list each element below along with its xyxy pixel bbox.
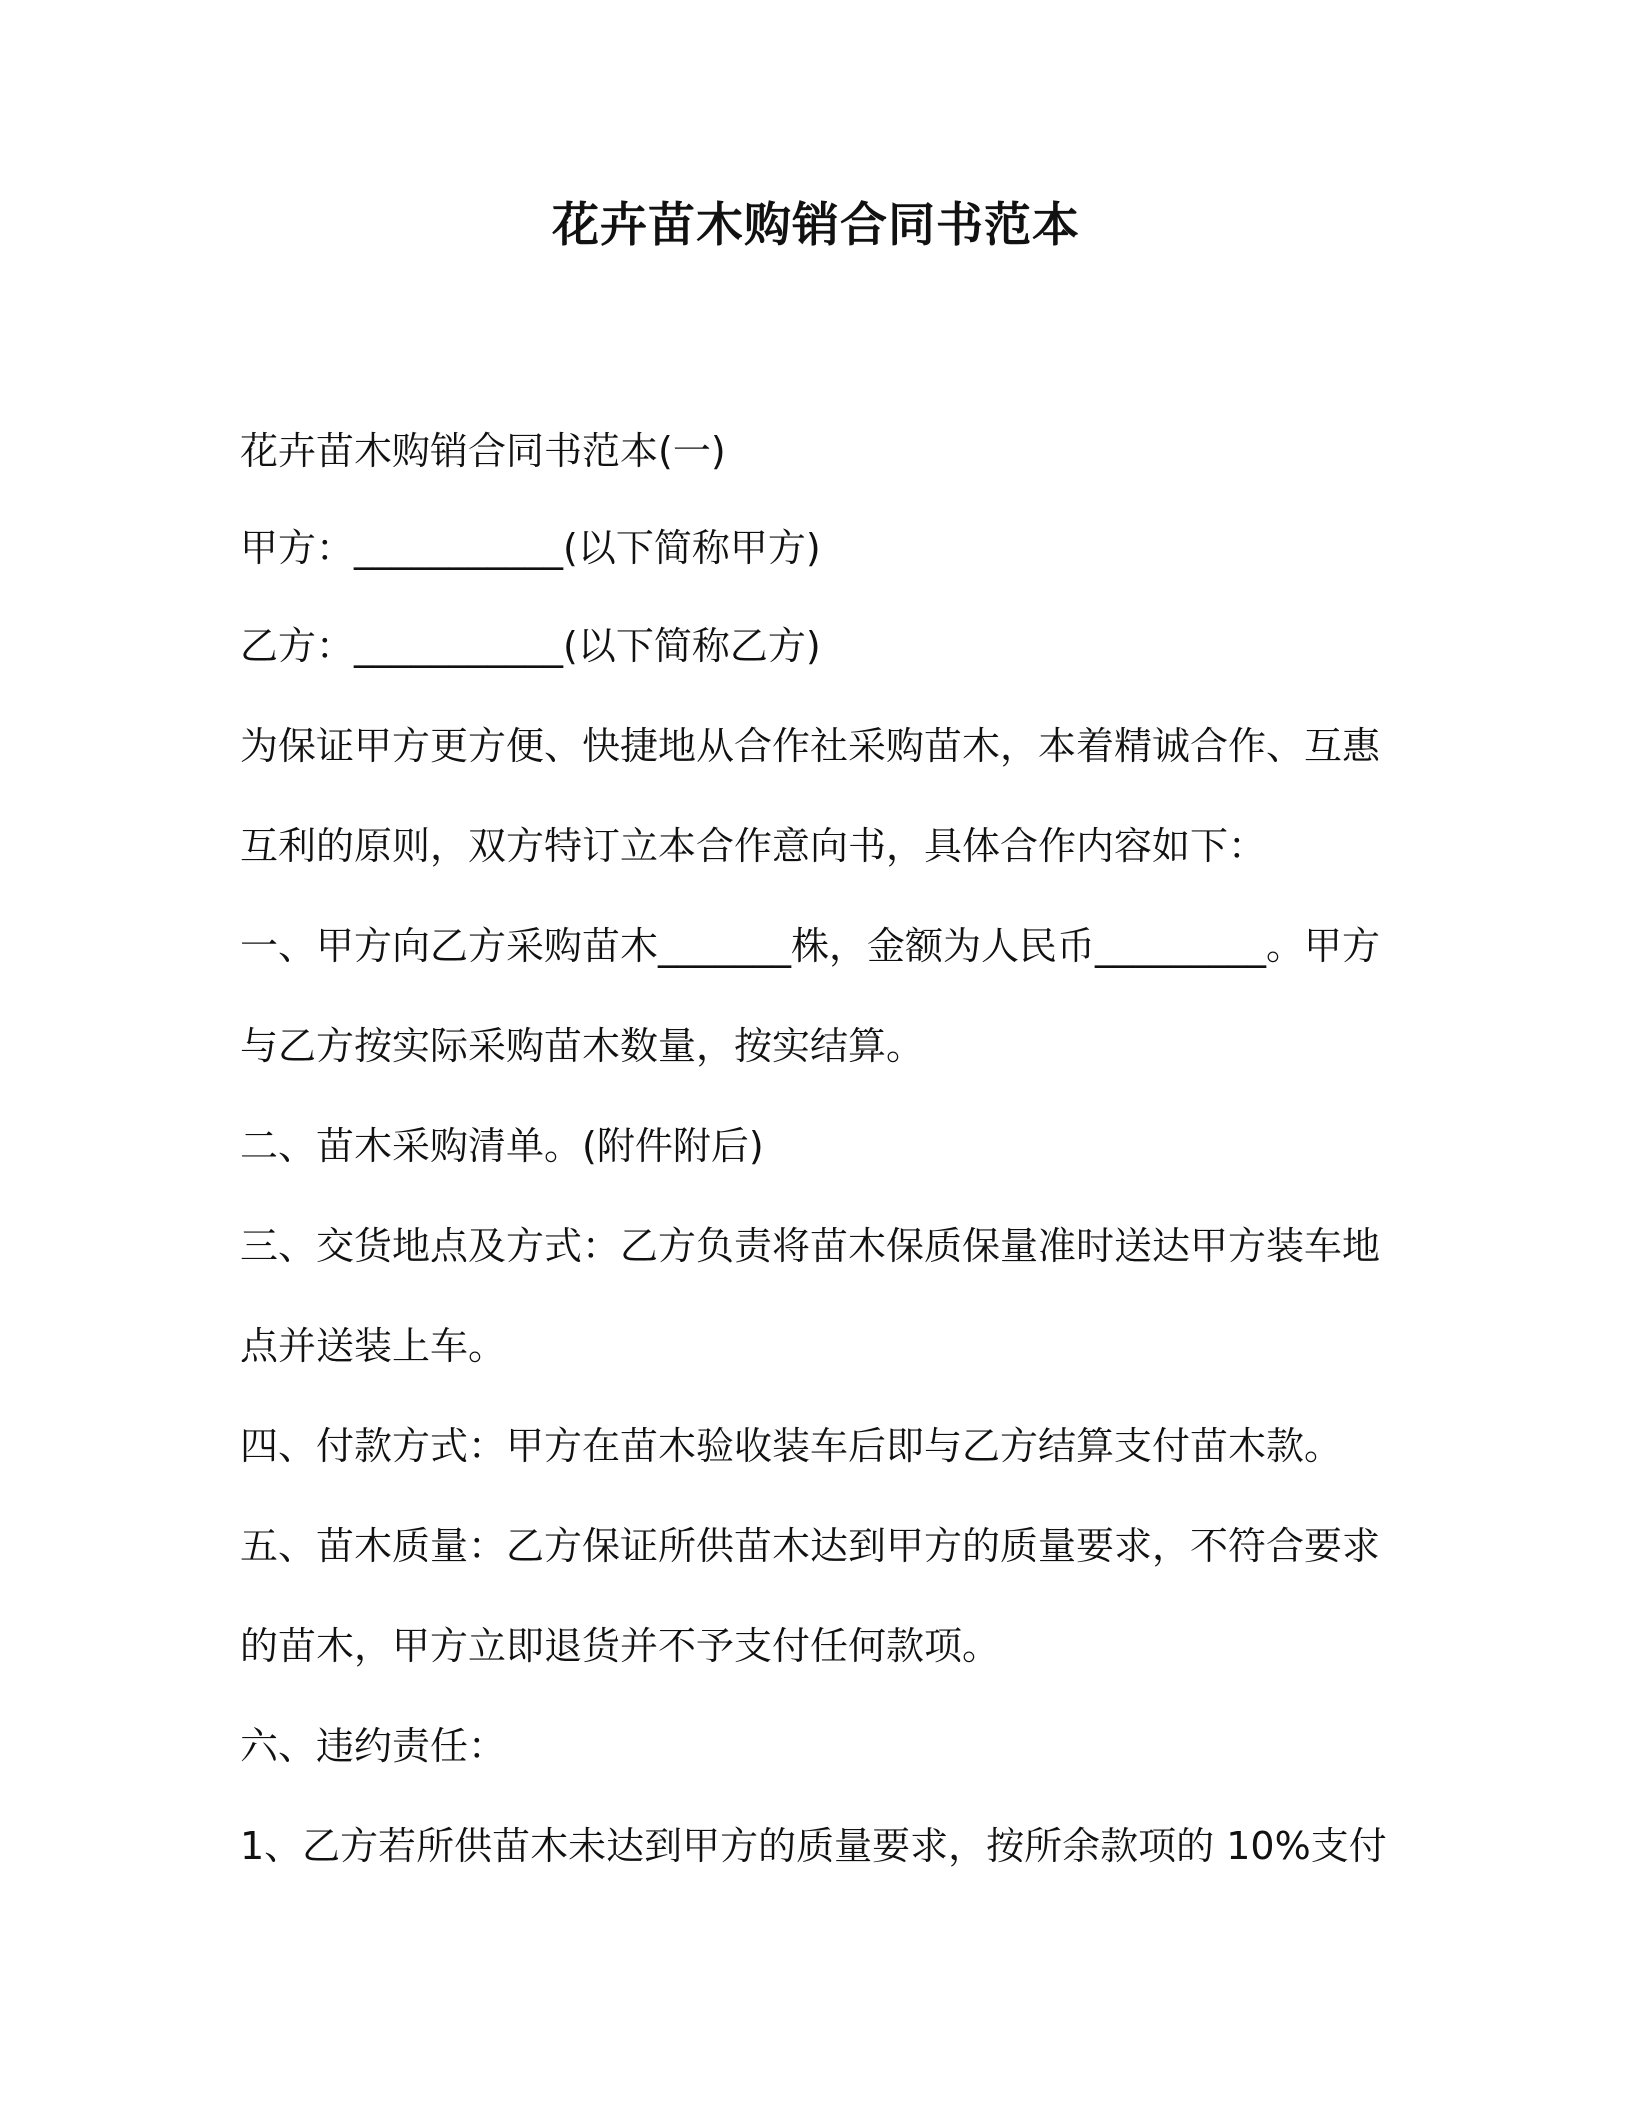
clause-6-item-1-line: 1、乙方若所供苗木未达到甲方的质量要求，按所余款项的 10%支付	[240, 1824, 1387, 1868]
clause-1-line-1: 一、甲方向乙方采购苗木_______株，金额为人民币_________。甲方	[240, 924, 1381, 968]
clause-5-line-2: 的苗木，甲方立即退货并不予支付任何款项。	[240, 1624, 1001, 1668]
party-b-line: 乙方：___________(以下简称乙方)	[240, 624, 821, 668]
clause-3-line-1: 三、交货地点及方式：乙方负责将苗木保质保量准时送达甲方装车地	[240, 1224, 1381, 1268]
preamble-line-1: 为保证甲方更方便、快捷地从合作社采购苗木，本着精诚合作、互惠	[240, 724, 1381, 768]
contract-subtitle: 花卉苗木购销合同书范本(一)	[240, 429, 726, 473]
clause-6-heading: 六、违约责任：	[240, 1724, 507, 1768]
clause-2-line: 二、苗木采购清单。(附件附后)	[240, 1124, 764, 1168]
party-a-line: 甲方：___________(以下简称甲方)	[240, 526, 821, 570]
preamble-line-2: 互利的原则，双方特订立本合作意向书，具体合作内容如下：	[240, 824, 1267, 868]
clause-3-line-2: 点并送装上车。	[240, 1324, 507, 1368]
clause-5-line-1: 五、苗木质量：乙方保证所供苗木达到甲方的质量要求，不符合要求	[240, 1524, 1381, 1568]
clause-1-line-2: 与乙方按实际采购苗木数量，按实结算。	[240, 1024, 925, 1068]
document-title: 花卉苗木购销合同书范本	[552, 198, 1080, 253]
clause-4-line: 四、付款方式：甲方在苗木验收装车后即与乙方结算支付苗木款。	[240, 1424, 1343, 1468]
